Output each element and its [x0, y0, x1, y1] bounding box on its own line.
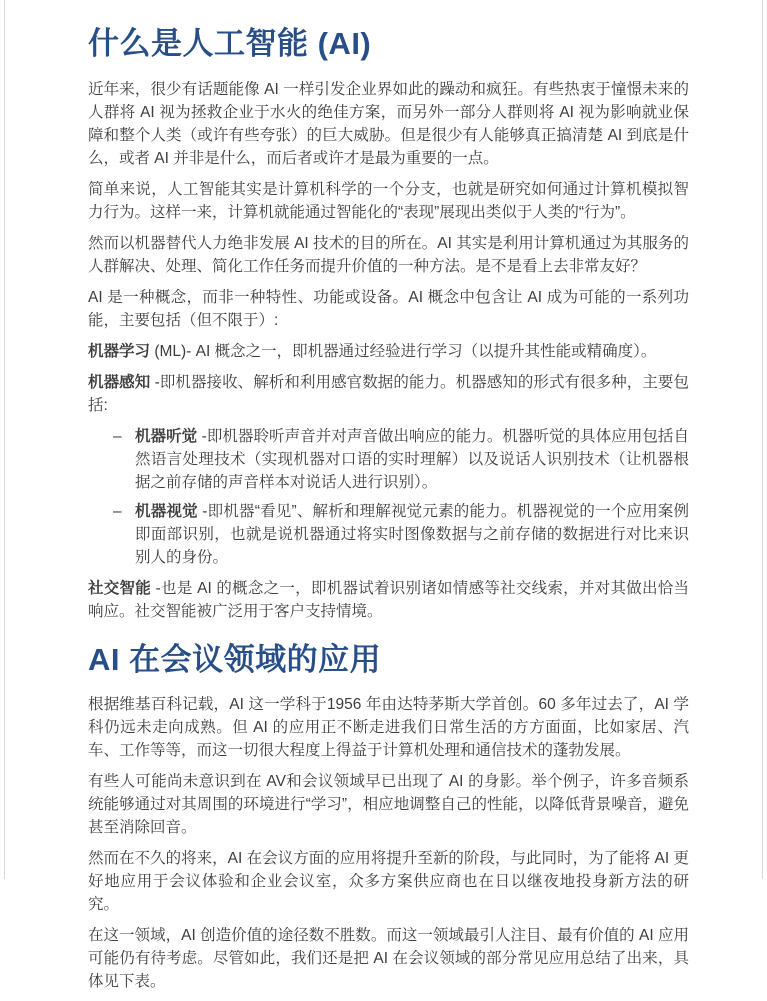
page-left-border [4, 0, 5, 879]
section2-paragraph-4: 在这一领域，AI 创造价值的途径数不胜数。而这一领域最引人注目、最有价值的 AI 应用可能仍有待考虑。尽管如此，我们还是把 AI 在会议领域的部分常见应用总结了出来，具体见下表。 [88, 927, 689, 990]
list-item-machine-vision-lead: 机器视觉 [135, 503, 198, 520]
list-item-machine-hearing [88, 425, 689, 494]
list-item-machine-hearing-body: -即机器聆听声音并对声音做出响应的能力。机器听觉的具体应用包括自然语言处理技术（实现机器对口语的实时理解）以及说话人识别技术（让机器根据之前存储的声音样本对说话人进行识别）。 [135, 428, 689, 491]
term-machine-perception-text: -即机器接收、解析和利用感官数据的能力。机器感知的形式有很多种，主要包括: [88, 374, 689, 414]
term-social-intelligence-lead: 社交智能 [88, 580, 152, 597]
section1-heading: 什么是人工智能 (AI) [88, 26, 372, 61]
list-item-machine-vision [88, 500, 689, 569]
perception-bullet-list [88, 425, 689, 569]
section2-heading: AI 在会议领域的应用 [88, 642, 382, 677]
term-machine-perception-lead: 机器感知 [88, 374, 151, 391]
list-item-machine-vision-body: -即机器“看见”、解析和理解视觉元素的能力。机器视觉的一个应用案例即面部识别，也就是说机器通过将实时图像数据与之前存储的数据进行对比来识别人的身份。 [135, 503, 689, 566]
section2-paragraph-2: 有些人可能尚未意识到在 AV和会议领域早已出现了 AI 的身影。举个例子，许多音频系统能够通过对其周围的环境进行“学习”，相应地调整自己的性能，以降低背景噪音，避免甚至消除回音。 [88, 773, 689, 836]
term-machine-perception [88, 371, 689, 417]
bullet-marker: – [113, 503, 122, 520]
section2-paragraph-3: 然而在不久的将来，AI 在会议方面的应用将提升至新的阶段，与此同时，为了能将 AI 更好地应用于会议体验和企业会议室，众多方案供应商也在日以继夜地投身新方法的研究。 [88, 850, 689, 913]
section1-paragraph-1: 近年来，很少有话题能像 AI 一样引发企业界如此的躁动和疯狂。有些热衷于憧憬未来的人群将 AI 视为拯救企业于水火的绝佳方案，而另外一部分人群则将 AI 视为影响就业保障和整个人类（或许有些夸张）的巨大威胁。但是很少有人能够真正搞清楚 AI 到底是什么，或者 AI 并非是什么，而后者或许才是最为重要的一点。 [88, 81, 689, 167]
list-item-machine-hearing-lead: 机器听觉 [135, 428, 198, 445]
term-machine-learning-text: (ML)- AI 概念之一，即机器通过经验进行学习（以提升其性能或精确度）。 [150, 343, 657, 360]
term-machine-learning [88, 340, 689, 363]
term-machine-learning-lead: 机器学习 [88, 343, 151, 360]
section1-paragraph-3: 然而以机器替代人力绝非发展 AI 技术的目的所在。AI 其实是利用计算机通过为其服务的人群解决、处理、简化工作任务而提升价值的一种方法。是不是看上去非常友好？ [88, 235, 689, 275]
section1-paragraph-2: 简单来说，人工智能其实是计算机科学的一个分支，也就是研究如何通过计算机模拟智力行为。这样一来，计算机就能通过智能化的“表现”展现出类似于人类的“行为”。 [88, 181, 689, 221]
page-right-border [762, 0, 763, 879]
section1-paragraph-4: AI 是一种概念，而非一种特性、功能或设备。AI 概念中包含让 AI 成为可能的一系列功能，主要包括（但不限于）: [88, 289, 689, 329]
list-item-machine-vision-text [135, 500, 689, 569]
bullet-marker: – [113, 428, 122, 445]
section2-paragraph-1: 根据维基百科记载，AI 这一学科于1956 年由达特茅斯大学首创。60 多年过去了，AI 学科仍远未走向成熟。但 AI 的应用正不断走进我们日常生活的方方面面，比如家居、汽车、工作等等，而这一切很大程度上得益于计算机处理和通信技术的蓬勃发展。 [88, 696, 689, 759]
list-item-machine-hearing-text [135, 425, 689, 494]
document-content [88, 23, 689, 1001]
term-social-intelligence [88, 577, 689, 623]
term-social-intelligence-text: -也是 AI 的概念之一，即机器试着识别诸如情感等社交线索，并对其做出恰当响应。社交智能被广泛用于客户支持情境。 [88, 580, 689, 620]
